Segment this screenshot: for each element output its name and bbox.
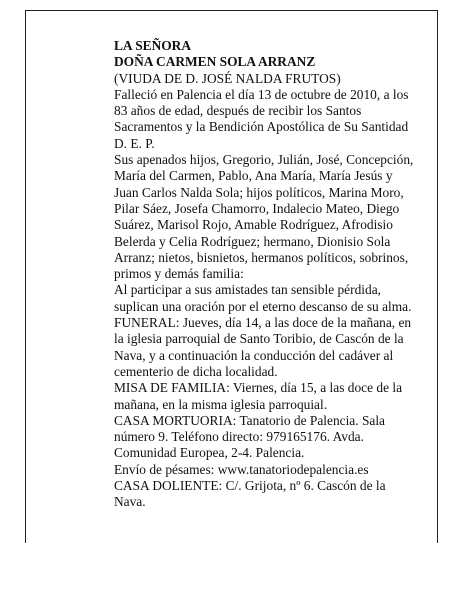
text-line: número 9. Teléfono directo: 979165176. Avda.	[114, 429, 364, 445]
text-line: Sacramentos y la Bendición Apostólica de Su Santidad	[114, 119, 409, 135]
notice-heading-title: LA SEÑORA	[114, 38, 192, 53]
text-line: Nava.	[114, 494, 146, 510]
text-line: CASA DOLIENTE: C/. Grijota, nº 6. Cascón de la	[114, 478, 386, 494]
text-line: Envío de pésames: www.tanatoriodepalencia.es	[114, 461, 369, 477]
text-line: Sus apenados hijos, Gregorio, Julián, José, Concepción,	[114, 152, 414, 168]
death-announcement	[114, 87, 426, 152]
funeral-info	[114, 315, 426, 380]
text-line: Comunidad Europea, 2-4. Palencia.	[114, 445, 305, 461]
funeral-home-info	[114, 413, 426, 462]
family-mass-info	[114, 380, 426, 413]
text-line: la iglesia parroquial de Santo Toribio, de Cascón de la	[114, 331, 404, 347]
widow-of-line: (VIUDA DE D. JOSÉ NALDA FRUTOS)	[114, 70, 341, 86]
condolences-info	[114, 462, 426, 478]
text-line: FUNERAL: Jueves, día 14, a las doce de la mañana, en	[114, 315, 412, 331]
text-line: D. E. P.	[114, 135, 155, 151]
obituary-notice	[114, 38, 426, 511]
text-line: Suárez, Marisol Rojo, Amable Rodríguez, Afrodisio	[114, 217, 393, 233]
text-line: MISA DE FAMILIA: Viernes, día 15, a las doce de la	[114, 380, 403, 396]
text-line: María del Carmen, Pablo, Ana María, María Jesús y	[114, 168, 393, 184]
deceased-name: DOÑA CARMEN SOLA ARRANZ	[114, 54, 316, 70]
text-line: Nava, y a continuación la conducción del cadáver al	[114, 347, 394, 363]
text-line: cementerio de dicha localidad.	[114, 363, 278, 379]
text-line: Pilar Sáez, Josefa Chamorro, Indalecio Mateo, Diego	[114, 200, 400, 216]
text-line: Falleció en Palencia el día 13 de octubre de 2010, a los	[114, 86, 409, 102]
text-line: CASA MORTUORIA: Tanatorio de Palencia. Sala	[114, 412, 385, 428]
text-line: Juan Carlos Nalda Sola; hijos políticos, Marina Moro,	[114, 184, 404, 200]
prayer-request	[114, 282, 426, 315]
notice-body	[114, 87, 426, 511]
text-line: mañana, en la misma iglesia parroquial.	[114, 396, 328, 412]
text-line: Belerda y Celia Rodríguez; hermano, Dionisio Sola	[114, 233, 391, 249]
text-line: 83 años de edad, después de recibir los Santos	[114, 103, 362, 119]
text-line: Arranz; nietos, bisnietos, hermanos políticos, sobrinos,	[114, 249, 409, 265]
family-list	[114, 152, 426, 282]
text-line: Al participar a sus amistades tan sensible pérdida,	[114, 282, 381, 298]
text-line: primos y demás familia:	[114, 266, 244, 282]
text-line: suplican una oración por el eterno descanso de su alma.	[114, 298, 412, 314]
mourning-house-info	[114, 478, 426, 511]
